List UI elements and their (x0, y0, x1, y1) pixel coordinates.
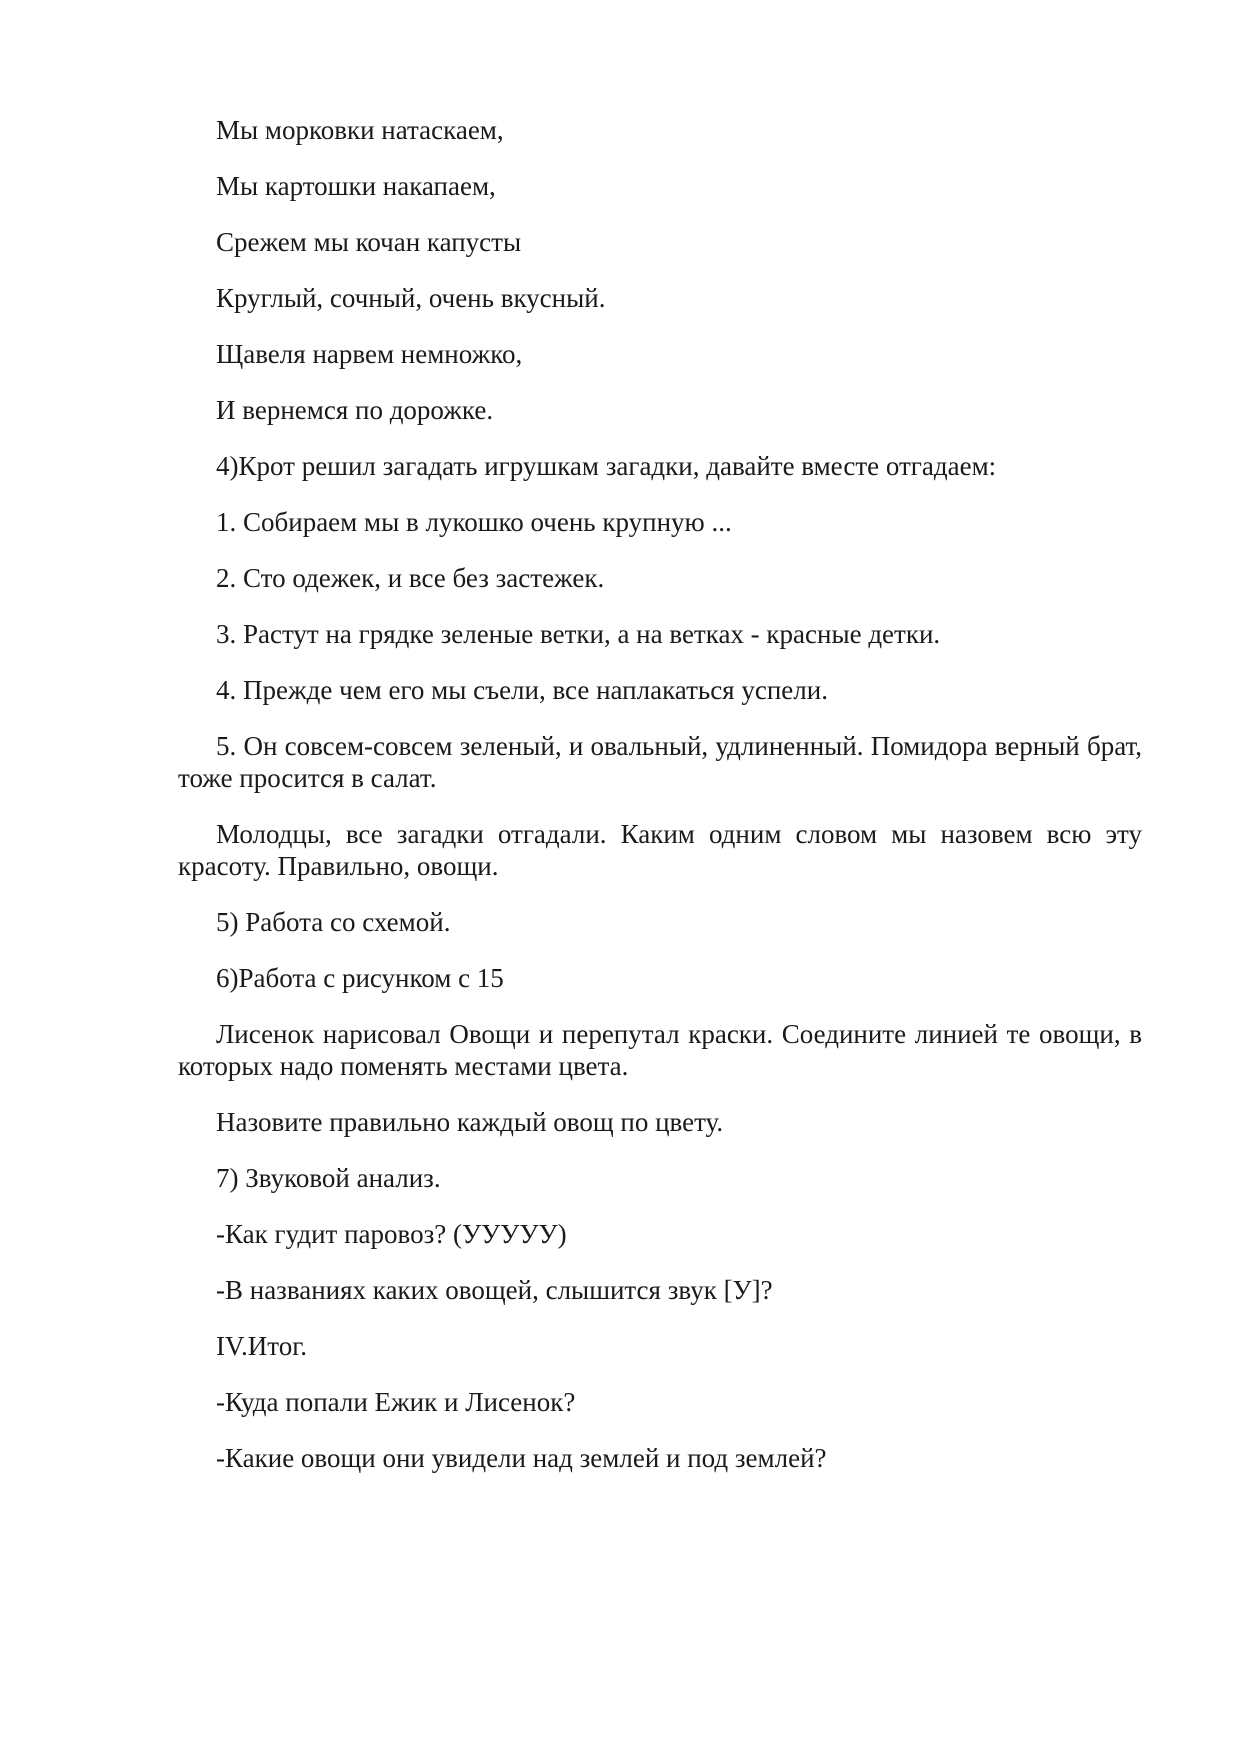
poem-line: Срежем мы кочан капусты (216, 227, 522, 257)
section-heading: 4)Крот решил загадать игрушкам загадки, давайте вместе отгадаем: (216, 451, 997, 481)
riddle-item: 3. Растут на грядке зеленые ветки, а на ветках - красные детки. (216, 619, 941, 649)
question-line: -Куда попали Ежик и Лисенок? (216, 1387, 576, 1417)
riddle-item: 5. Он совсем-совсем зеленый, и овальный, удлиненный. Помидора верный брат, тоже просится в салат. (178, 731, 1142, 793)
section-heading: IV.Итог. (216, 1331, 307, 1361)
poem-line: Круглый, сочный, очень вкусный. (216, 283, 606, 313)
riddle-item: 4. Прежде чем его мы съели, все наплакаться успели. (216, 675, 828, 705)
body-paragraph: Молодцы, все загадки отгадали. Каким одним словом мы назовем всю эту красоту. Правильно, овощи. (178, 819, 1142, 881)
section-heading: 5) Работа со схемой. (216, 907, 451, 937)
poem-line: И вернемся по дорожке. (216, 395, 494, 425)
section-heading: 6)Работа с рисунком с 15 (216, 963, 504, 993)
poem-line: Мы морковки натаскаем, (216, 115, 504, 145)
question-line: -Как гудит паровоз? (УУУУУ) (216, 1219, 567, 1249)
question-line: -В названиях каких овощей, слышится звук [У]? (216, 1275, 773, 1305)
poem-line: Щавеля нарвем немножко, (216, 339, 523, 369)
poem-line: Мы картошки накапаем, (216, 171, 496, 201)
document-body (178, 114, 1142, 1498)
section-heading: 7) Звуковой анализ. (216, 1163, 441, 1193)
riddle-item: 1. Собираем мы в лукошко очень крупную ... (216, 507, 732, 537)
body-paragraph: Назовите правильно каждый овощ по цвету. (216, 1107, 724, 1137)
question-line: -Какие овощи они увидели над землей и под землей? (216, 1443, 827, 1473)
body-paragraph: Лисенок нарисовал Овощи и перепутал краски. Соедините линией те овощи, в которых надо поменять местами цвета. (178, 1019, 1142, 1081)
riddle-item: 2. Сто одежек, и все без застежек. (216, 563, 605, 593)
